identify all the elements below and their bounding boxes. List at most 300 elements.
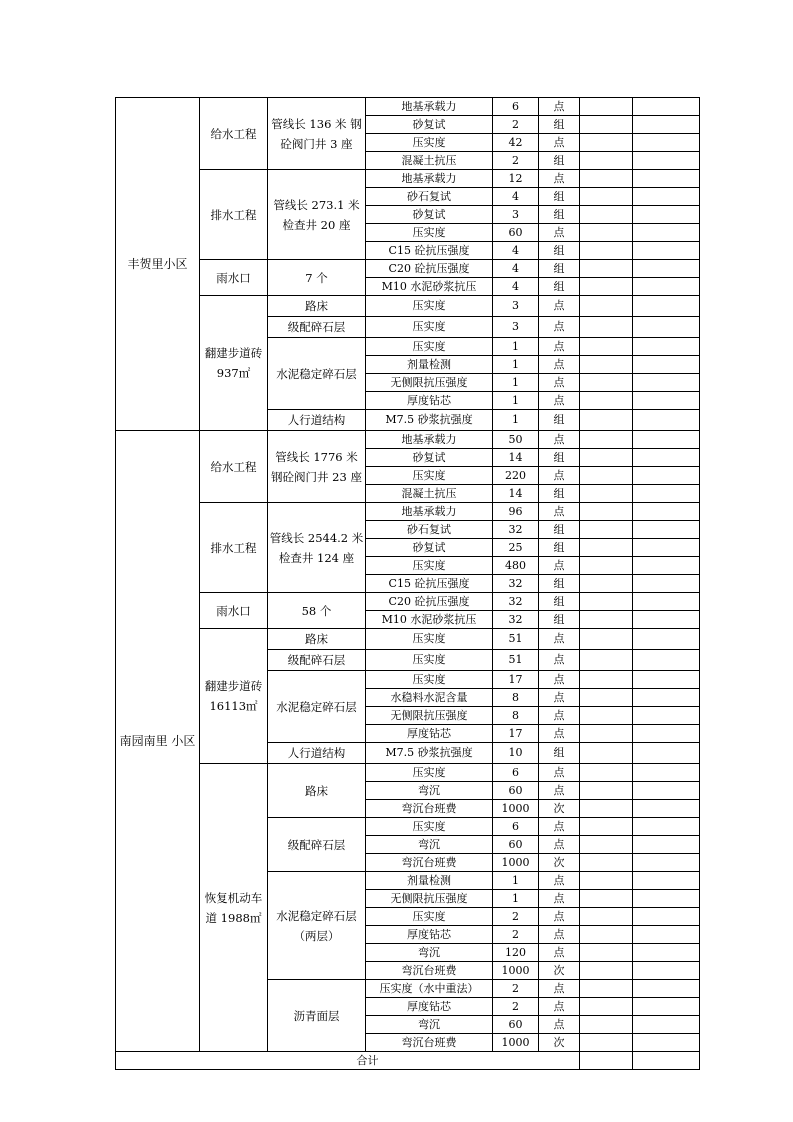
blank-cell [580, 449, 633, 467]
blank-cell [580, 278, 633, 296]
test-item-cell: 剂量检测 [366, 872, 493, 890]
table-row [116, 431, 700, 449]
unit-cell: 点 [539, 650, 580, 671]
blank-cell [633, 449, 700, 467]
test-item-cell: 压实度 [366, 557, 493, 575]
table-row [116, 503, 700, 521]
blank-cell [633, 206, 700, 224]
blank-cell [633, 764, 700, 782]
quantity-cell: 96 [493, 503, 539, 521]
blank-cell [633, 725, 700, 743]
blank-cell [633, 707, 700, 725]
test-quantity-table [115, 97, 700, 1070]
blank-cell [633, 1034, 700, 1052]
blank-cell [633, 503, 700, 521]
table-row [116, 170, 700, 188]
quantity-cell: 60 [493, 836, 539, 854]
test-item-cell: 弯沉 [366, 782, 493, 800]
blank-cell [633, 593, 700, 611]
total-label: 合计 [116, 1052, 580, 1070]
blank-cell [633, 1016, 700, 1034]
area-cell: 丰贺里小区 [116, 98, 200, 431]
blank-cell [633, 152, 700, 170]
blank-cell [580, 593, 633, 611]
project-cell: 雨水口 [200, 593, 268, 629]
quantity-cell: 14 [493, 449, 539, 467]
test-item-cell: M10 水泥砂浆抗压 [366, 278, 493, 296]
table-row [116, 296, 700, 317]
quantity-cell: 3 [493, 296, 539, 317]
blank-cell [580, 872, 633, 890]
quantity-cell: 2 [493, 152, 539, 170]
test-item-cell: 压实度 [366, 338, 493, 356]
table-row [116, 98, 700, 116]
blank-cell [633, 539, 700, 557]
test-item-cell: 厚度钻芯 [366, 725, 493, 743]
blank-cell [633, 296, 700, 317]
project-cell: 排水工程 [200, 503, 268, 593]
blank-cell [580, 152, 633, 170]
blank-cell [633, 962, 700, 980]
total-row [116, 1052, 700, 1070]
test-item-cell: 砂石复试 [366, 188, 493, 206]
test-item-cell: 水稳料水泥含量 [366, 689, 493, 707]
blank-cell [580, 410, 633, 431]
test-item-cell: 地基承载力 [366, 170, 493, 188]
scope-cell: 级配碎石层 [268, 650, 366, 671]
blank-cell [580, 317, 633, 338]
unit-cell: 点 [539, 98, 580, 116]
unit-cell: 次 [539, 854, 580, 872]
unit-cell: 点 [539, 170, 580, 188]
blank-cell [580, 764, 633, 782]
test-item-cell: 压实度 [366, 296, 493, 317]
table-row [116, 260, 700, 278]
unit-cell: 组 [539, 152, 580, 170]
blank-cell [633, 116, 700, 134]
unit-cell: 组 [539, 188, 580, 206]
blank-cell [580, 782, 633, 800]
blank-cell [580, 671, 633, 689]
blank-cell [580, 725, 633, 743]
test-item-cell: 厚度钻芯 [366, 926, 493, 944]
quantity-cell: 1000 [493, 854, 539, 872]
test-item-cell: 弯沉台班费 [366, 854, 493, 872]
quantity-cell: 60 [493, 224, 539, 242]
blank-cell [580, 962, 633, 980]
blank-cell [633, 98, 700, 116]
blank-cell [633, 224, 700, 242]
blank-cell [633, 998, 700, 1016]
table-body [116, 98, 700, 1070]
unit-cell: 点 [539, 707, 580, 725]
blank-cell [633, 611, 700, 629]
unit-cell: 点 [539, 725, 580, 743]
unit-cell: 组 [539, 575, 580, 593]
blank-cell [633, 926, 700, 944]
quantity-cell: 220 [493, 467, 539, 485]
unit-cell: 点 [539, 296, 580, 317]
table-row [116, 629, 700, 650]
blank-cell [633, 521, 700, 539]
quantity-cell: 4 [493, 278, 539, 296]
blank-cell [580, 944, 633, 962]
blank-cell [633, 782, 700, 800]
blank-cell [580, 836, 633, 854]
quantity-cell: 4 [493, 188, 539, 206]
unit-cell: 组 [539, 278, 580, 296]
blank-cell [633, 278, 700, 296]
quantity-cell: 4 [493, 242, 539, 260]
unit-cell: 点 [539, 317, 580, 338]
blank-cell [633, 629, 700, 650]
quantity-cell: 17 [493, 671, 539, 689]
quantity-cell: 1 [493, 890, 539, 908]
blank-cell [633, 872, 700, 890]
table-row [116, 593, 700, 611]
test-item-cell: 厚度钻芯 [366, 998, 493, 1016]
unit-cell: 组 [539, 242, 580, 260]
test-item-cell: 地基承载力 [366, 98, 493, 116]
area-cell: 南园南里 小区 [116, 431, 200, 1052]
unit-cell: 组 [539, 206, 580, 224]
blank-cell [580, 224, 633, 242]
test-table-container [115, 97, 699, 1070]
unit-cell: 点 [539, 908, 580, 926]
quantity-cell: 1 [493, 338, 539, 356]
blank-cell [580, 134, 633, 152]
test-item-cell: 压实度 [366, 467, 493, 485]
unit-cell: 组 [539, 521, 580, 539]
blank-cell [580, 242, 633, 260]
blank-cell [580, 980, 633, 998]
quantity-cell: 4 [493, 260, 539, 278]
blank-cell [633, 671, 700, 689]
test-item-cell: 压实度 [366, 650, 493, 671]
test-item-cell: 砂复试 [366, 449, 493, 467]
blank-cell [580, 707, 633, 725]
unit-cell: 点 [539, 503, 580, 521]
quantity-cell: 2 [493, 116, 539, 134]
test-item-cell: 砂石复试 [366, 521, 493, 539]
test-item-cell: 压实度（水中重法） [366, 980, 493, 998]
blank-cell [633, 854, 700, 872]
blank-cell [580, 800, 633, 818]
test-item-cell: 无侧限抗压强度 [366, 890, 493, 908]
test-item-cell: 混凝土抗压 [366, 152, 493, 170]
blank-cell [580, 998, 633, 1016]
test-item-cell: 厚度钻芯 [366, 392, 493, 410]
blank-cell [633, 818, 700, 836]
quantity-cell: 2 [493, 998, 539, 1016]
test-item-cell: 无侧限抗压强度 [366, 707, 493, 725]
blank-cell [580, 1034, 633, 1052]
test-item-cell: 压实度 [366, 764, 493, 782]
blank-cell [633, 557, 700, 575]
blank-cell [633, 356, 700, 374]
test-item-cell: 压实度 [366, 134, 493, 152]
blank-cell [633, 317, 700, 338]
quantity-cell: 32 [493, 521, 539, 539]
blank-cell [633, 650, 700, 671]
unit-cell: 组 [539, 410, 580, 431]
blank-cell [580, 206, 633, 224]
test-item-cell: 弯沉台班费 [366, 800, 493, 818]
unit-cell: 点 [539, 431, 580, 449]
unit-cell: 点 [539, 374, 580, 392]
blank-cell [580, 629, 633, 650]
scope-cell: 7 个 [268, 260, 366, 296]
quantity-cell: 8 [493, 689, 539, 707]
quantity-cell: 17 [493, 725, 539, 743]
blank-cell [580, 374, 633, 392]
unit-cell: 次 [539, 962, 580, 980]
test-item-cell: 地基承载力 [366, 503, 493, 521]
blank-cell [580, 650, 633, 671]
blank-cell [580, 539, 633, 557]
unit-cell: 点 [539, 338, 580, 356]
unit-cell: 点 [539, 764, 580, 782]
test-item-cell: 无侧限抗压强度 [366, 374, 493, 392]
quantity-cell: 1000 [493, 962, 539, 980]
quantity-cell: 2 [493, 980, 539, 998]
blank-cell [580, 467, 633, 485]
project-cell: 给水工程 [200, 98, 268, 170]
test-item-cell: 砂复试 [366, 539, 493, 557]
unit-cell: 点 [539, 872, 580, 890]
blank-cell [633, 260, 700, 278]
unit-cell: 点 [539, 944, 580, 962]
quantity-cell: 120 [493, 944, 539, 962]
blank-cell [580, 296, 633, 317]
scope-cell: 路床 [268, 764, 366, 818]
unit-cell: 次 [539, 1034, 580, 1052]
blank-cell [633, 890, 700, 908]
quantity-cell: 1 [493, 374, 539, 392]
unit-cell: 点 [539, 1016, 580, 1034]
quantity-cell: 14 [493, 485, 539, 503]
blank-cell [580, 116, 633, 134]
blank-cell [633, 743, 700, 764]
test-item-cell: 弯沉 [366, 836, 493, 854]
quantity-cell: 12 [493, 170, 539, 188]
blank-cell [580, 503, 633, 521]
test-item-cell: 弯沉台班费 [366, 962, 493, 980]
blank-cell [580, 575, 633, 593]
test-item-cell: C15 砼抗压强度 [366, 575, 493, 593]
scope-cell: 沥青面层 [268, 980, 366, 1052]
project-cell: 恢复机动车道 1988㎡ [200, 764, 268, 1052]
unit-cell: 点 [539, 557, 580, 575]
test-item-cell: 砂复试 [366, 116, 493, 134]
blank-cell [633, 575, 700, 593]
test-item-cell: 地基承载力 [366, 431, 493, 449]
blank-cell [633, 410, 700, 431]
total-cell-7 [580, 1052, 633, 1070]
quantity-cell: 1 [493, 410, 539, 431]
test-item-cell: 剂量检测 [366, 356, 493, 374]
test-item-cell: C20 砼抗压强度 [366, 260, 493, 278]
quantity-cell: 60 [493, 1016, 539, 1034]
quantity-cell: 3 [493, 206, 539, 224]
quantity-cell: 8 [493, 707, 539, 725]
quantity-cell: 6 [493, 818, 539, 836]
unit-cell: 点 [539, 356, 580, 374]
unit-cell: 点 [539, 890, 580, 908]
unit-cell: 组 [539, 539, 580, 557]
scope-cell: 水泥稳定碎石层（两层） [268, 872, 366, 980]
blank-cell [580, 557, 633, 575]
unit-cell: 点 [539, 818, 580, 836]
blank-cell [580, 338, 633, 356]
quantity-cell: 32 [493, 593, 539, 611]
quantity-cell: 1 [493, 356, 539, 374]
blank-cell [580, 818, 633, 836]
blank-cell [580, 908, 633, 926]
unit-cell: 组 [539, 260, 580, 278]
test-item-cell: 混凝土抗压 [366, 485, 493, 503]
test-item-cell: 压实度 [366, 317, 493, 338]
blank-cell [580, 485, 633, 503]
blank-cell [633, 374, 700, 392]
test-item-cell: C15 砼抗压强度 [366, 242, 493, 260]
test-item-cell: 压实度 [366, 629, 493, 650]
unit-cell: 点 [539, 134, 580, 152]
quantity-cell: 1000 [493, 1034, 539, 1052]
quantity-cell: 1000 [493, 800, 539, 818]
blank-cell [633, 338, 700, 356]
test-item-cell: M7.5 砂浆抗强度 [366, 743, 493, 764]
blank-cell [580, 188, 633, 206]
blank-cell [633, 908, 700, 926]
blank-cell [633, 431, 700, 449]
blank-cell [633, 689, 700, 707]
unit-cell: 点 [539, 467, 580, 485]
unit-cell: 组 [539, 593, 580, 611]
blank-cell [633, 188, 700, 206]
unit-cell: 点 [539, 392, 580, 410]
scope-cell: 管线长 1776 米 钢砼阀门井 23 座 [268, 431, 366, 503]
blank-cell [580, 521, 633, 539]
quantity-cell: 2 [493, 926, 539, 944]
scope-cell: 管线长 136 米 钢砼阀门井 3 座 [268, 98, 366, 170]
blank-cell [580, 854, 633, 872]
blank-cell [580, 611, 633, 629]
scope-cell: 人行道结构 [268, 410, 366, 431]
quantity-cell: 50 [493, 431, 539, 449]
test-item-cell: 弯沉台班费 [366, 1034, 493, 1052]
unit-cell: 组 [539, 449, 580, 467]
unit-cell: 点 [539, 671, 580, 689]
blank-cell [580, 356, 633, 374]
unit-cell: 组 [539, 743, 580, 764]
blank-cell [580, 689, 633, 707]
table-row [116, 764, 700, 782]
unit-cell: 点 [539, 782, 580, 800]
blank-cell [633, 800, 700, 818]
quantity-cell: 480 [493, 557, 539, 575]
quantity-cell: 51 [493, 650, 539, 671]
quantity-cell: 1 [493, 392, 539, 410]
test-item-cell: 压实度 [366, 224, 493, 242]
test-item-cell: 弯沉 [366, 1016, 493, 1034]
unit-cell: 点 [539, 926, 580, 944]
quantity-cell: 6 [493, 764, 539, 782]
blank-cell [633, 944, 700, 962]
project-cell: 给水工程 [200, 431, 268, 503]
quantity-cell: 42 [493, 134, 539, 152]
unit-cell: 组 [539, 116, 580, 134]
quantity-cell: 1 [493, 872, 539, 890]
project-cell: 排水工程 [200, 170, 268, 260]
quantity-cell: 32 [493, 611, 539, 629]
project-cell: 翻建步道砖 937㎡ [200, 296, 268, 431]
blank-cell [580, 260, 633, 278]
blank-cell [633, 134, 700, 152]
blank-cell [580, 431, 633, 449]
quantity-cell: 32 [493, 575, 539, 593]
scope-cell: 路床 [268, 629, 366, 650]
blank-cell [580, 170, 633, 188]
blank-cell [633, 170, 700, 188]
blank-cell [580, 890, 633, 908]
blank-cell [580, 98, 633, 116]
unit-cell: 点 [539, 224, 580, 242]
scope-cell: 58 个 [268, 593, 366, 629]
unit-cell: 点 [539, 980, 580, 998]
unit-cell: 点 [539, 629, 580, 650]
scope-cell: 管线长 273.1 米 检查井 20 座 [268, 170, 366, 260]
blank-cell [580, 392, 633, 410]
scope-cell: 人行道结构 [268, 743, 366, 764]
blank-cell [580, 1016, 633, 1034]
unit-cell: 次 [539, 800, 580, 818]
test-item-cell: 弯沉 [366, 944, 493, 962]
quantity-cell: 10 [493, 743, 539, 764]
test-item-cell: 砂复试 [366, 206, 493, 224]
unit-cell: 组 [539, 485, 580, 503]
scope-cell: 水泥稳定碎石层 [268, 338, 366, 410]
unit-cell: 点 [539, 689, 580, 707]
test-item-cell: M10 水泥砂浆抗压 [366, 611, 493, 629]
blank-cell [580, 743, 633, 764]
total-cell-8 [633, 1052, 700, 1070]
unit-cell: 组 [539, 611, 580, 629]
quantity-cell: 6 [493, 98, 539, 116]
quantity-cell: 3 [493, 317, 539, 338]
test-item-cell: 压实度 [366, 908, 493, 926]
blank-cell [633, 392, 700, 410]
scope-cell: 管线长 2544.2 米 检查井 124 座 [268, 503, 366, 593]
quantity-cell: 60 [493, 782, 539, 800]
test-item-cell: M7.5 砂浆抗强度 [366, 410, 493, 431]
test-item-cell: 压实度 [366, 818, 493, 836]
blank-cell [633, 836, 700, 854]
blank-cell [633, 242, 700, 260]
project-cell: 翻建步道砖 16113㎡ [200, 629, 268, 764]
scope-cell: 级配碎石层 [268, 818, 366, 872]
project-cell: 雨水口 [200, 260, 268, 296]
quantity-cell: 2 [493, 908, 539, 926]
scope-cell: 水泥稳定碎石层 [268, 671, 366, 743]
test-item-cell: 压实度 [366, 671, 493, 689]
blank-cell [633, 485, 700, 503]
unit-cell: 点 [539, 836, 580, 854]
unit-cell: 点 [539, 998, 580, 1016]
blank-cell [633, 467, 700, 485]
quantity-cell: 51 [493, 629, 539, 650]
blank-cell [580, 926, 633, 944]
